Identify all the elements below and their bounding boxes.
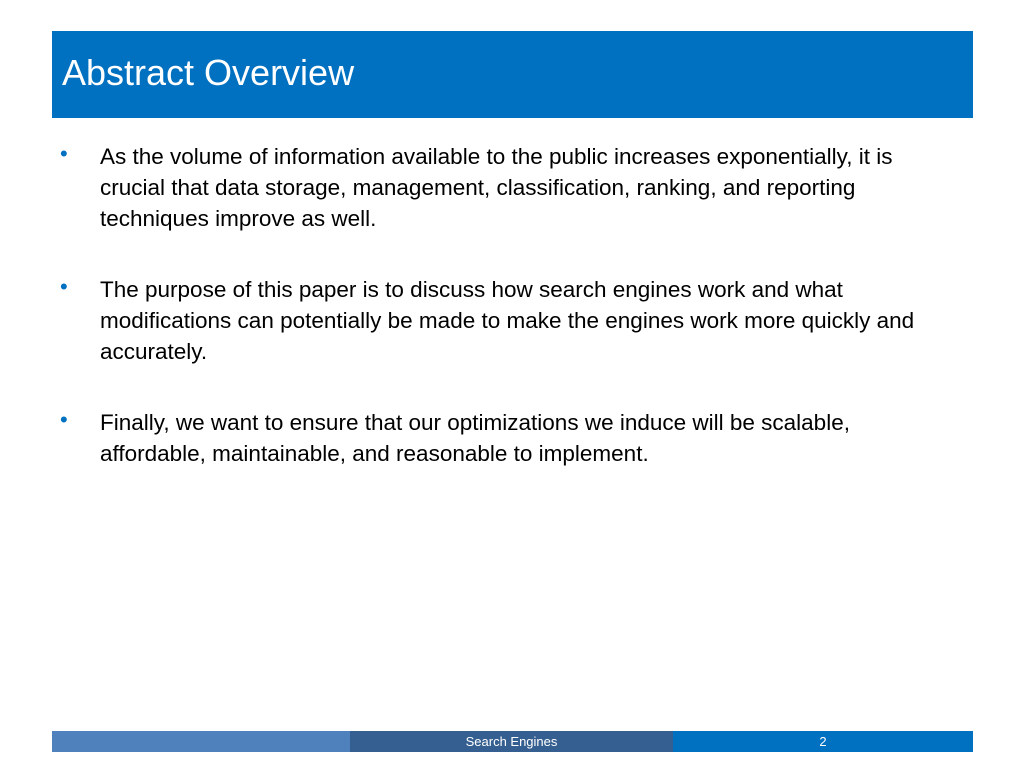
page-number: 2 [673,731,973,752]
footer-title: Search Engines [350,731,673,752]
bullet-icon: • [60,274,68,299]
footer-bar [52,731,973,752]
bullet-icon: • [60,141,68,166]
bullet-text: Finally, we want to ensure that our optimizations we induce will be scalable, affordable, maintainable, and reasonable to implement. [100,410,850,466]
bullet-list [60,141,960,509]
title-bar [52,31,973,118]
bullet-item [60,407,960,469]
bullet-icon: • [60,407,68,432]
bullet-item [60,141,960,234]
slide-title: Abstract Overview [62,51,355,93]
bullet-text: As the volume of information available to the public increases exponentially, it is crucial that data storage, management, classification, ranking, and reporting techniques improve as well. [100,144,893,231]
bullet-item [60,274,960,367]
bullet-text: The purpose of this paper is to discuss how search engines work and what modifications can potentially be made to make the engines work more quickly and accurately. [100,277,915,364]
footer-left-segment [52,731,350,752]
